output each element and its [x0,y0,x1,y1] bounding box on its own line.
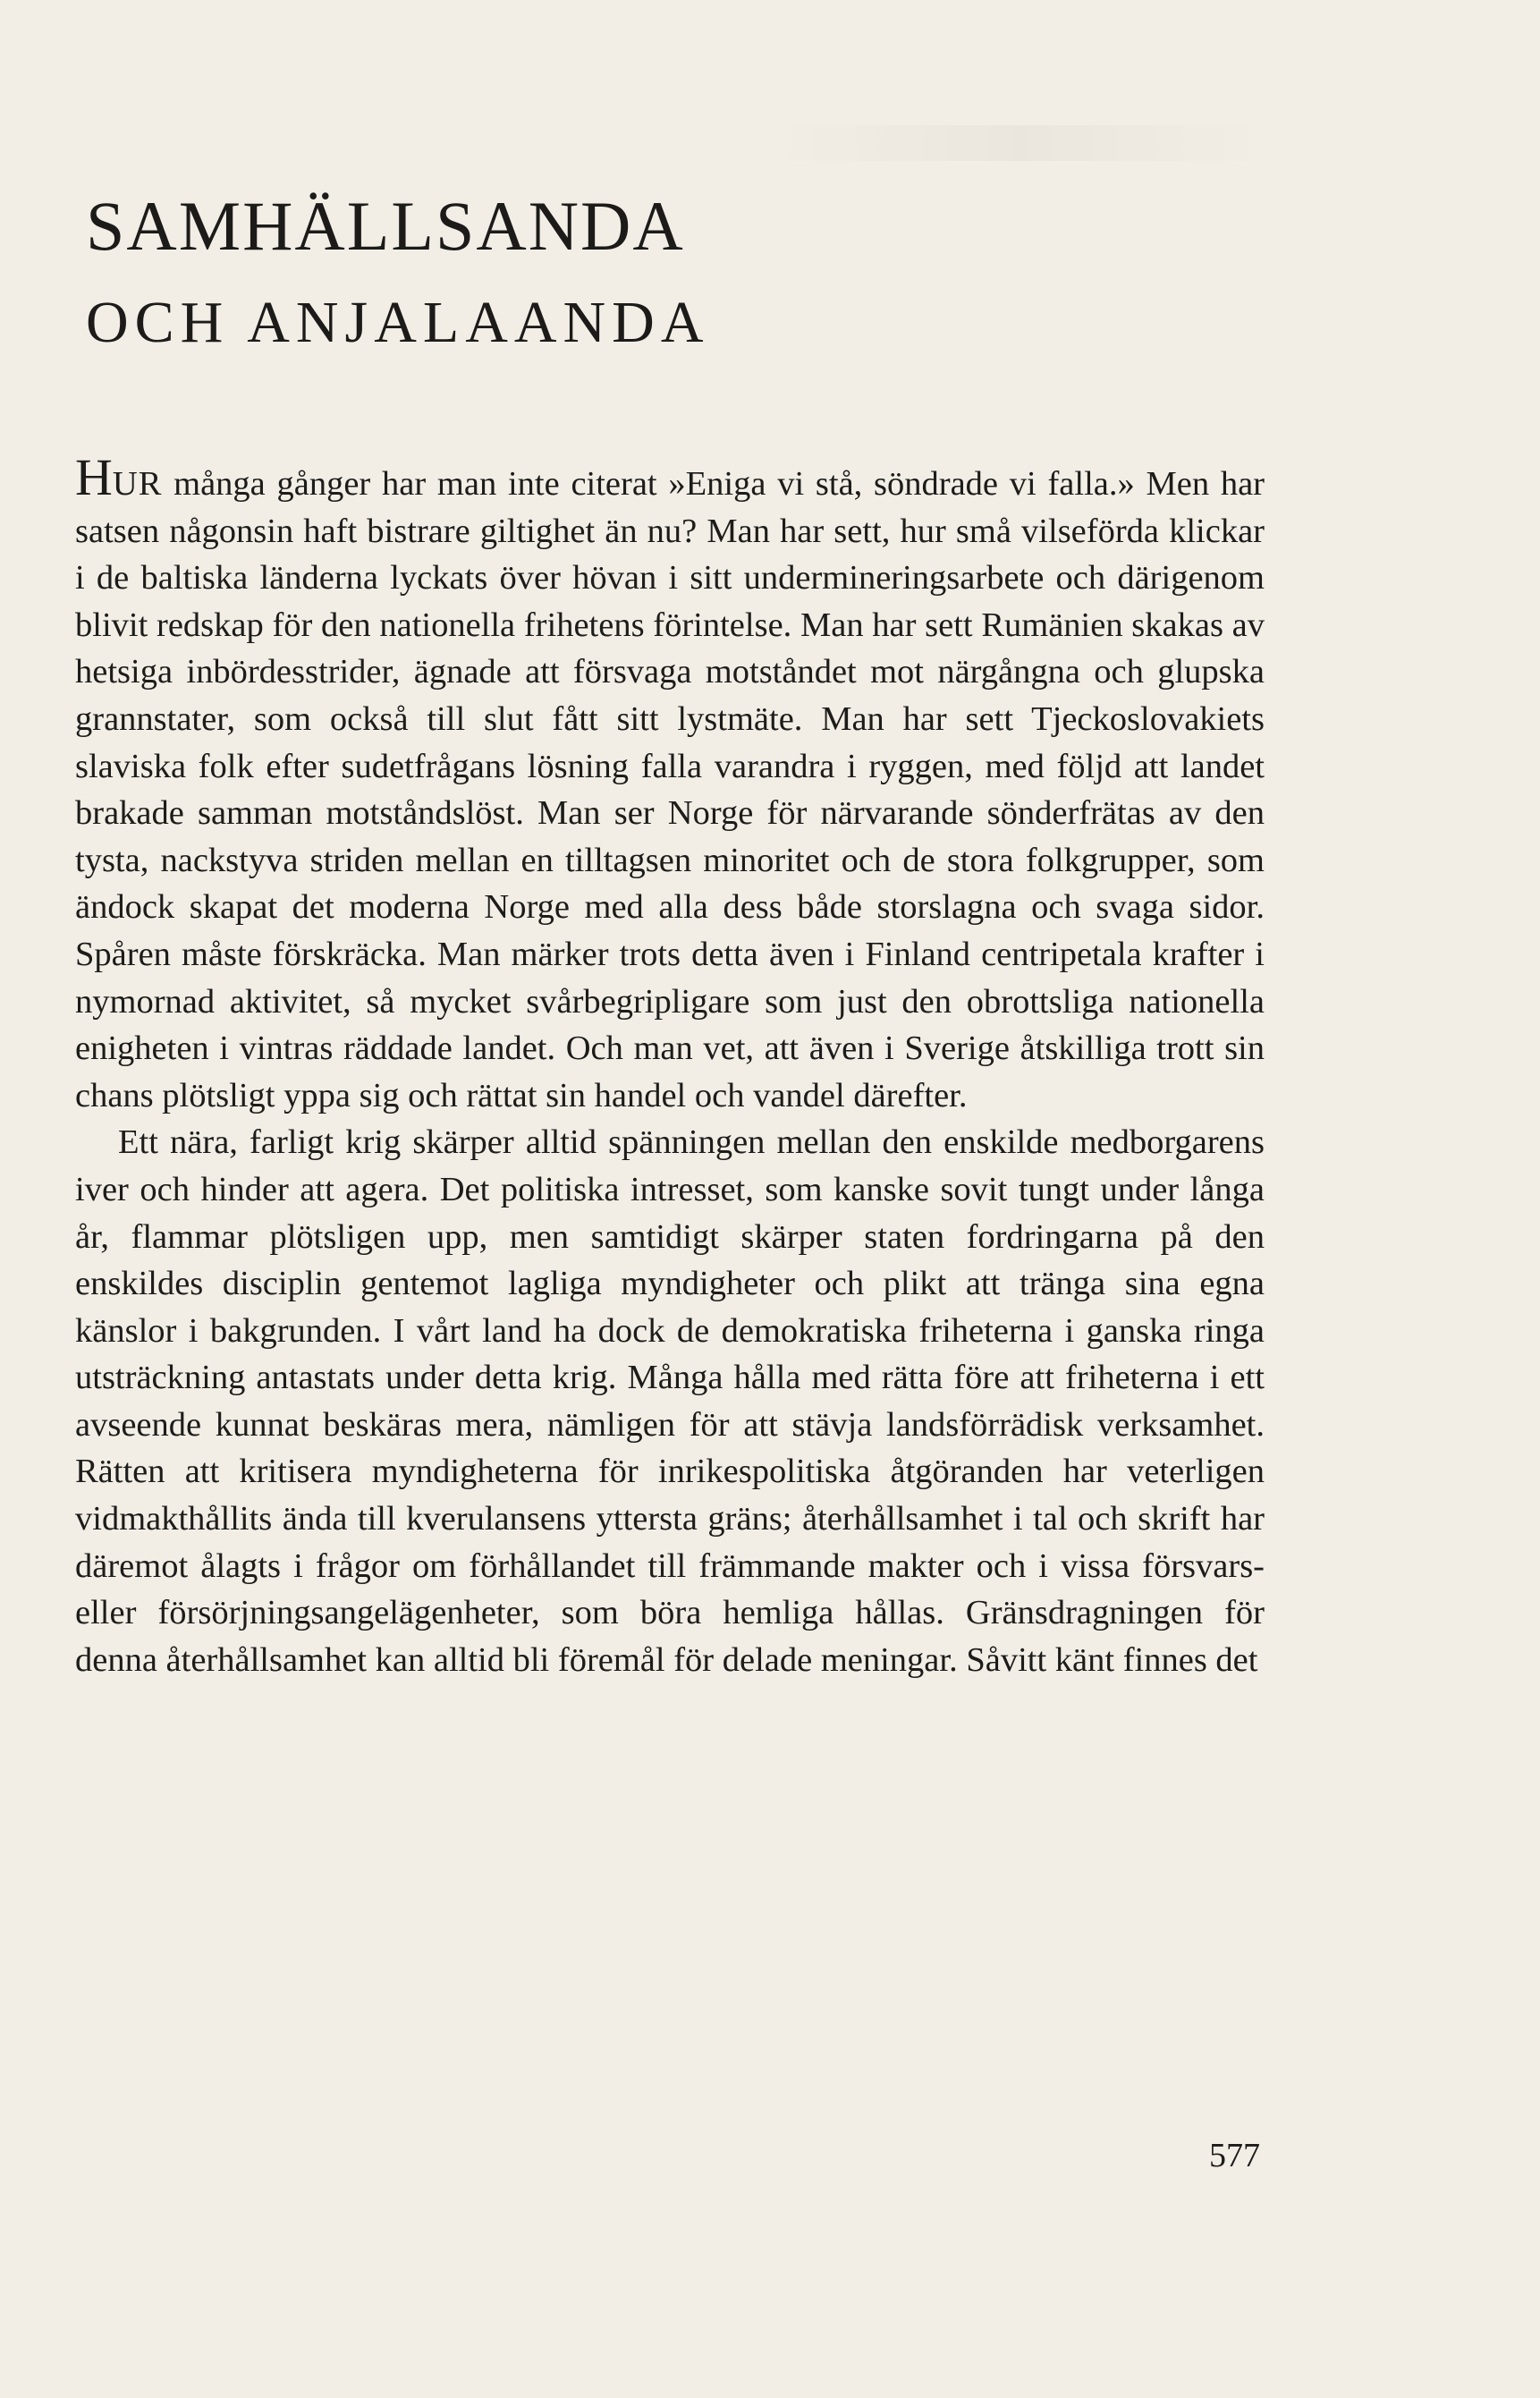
opening-small-caps: UR [112,465,163,503]
article-title-line-2: OCH ANJALAANDA [86,290,710,355]
drop-cap: H [75,448,113,506]
page-number: 577 [1209,2137,1260,2174]
article-body [75,448,1265,1683]
show-through-bleed [769,125,1270,161]
paragraph-1 [75,448,1265,1119]
paragraph-2: Ett nära, farligt krig skärper alltid spänningen mellan den enskilde medborgarens iver och hinder att agera. Det politiska intresset, som kanske sovit tungt under långa år, flammar plötsligen upp, men samtidigt skärper staten fordringarna på den enskildes disciplin gentemot lagliga myndigheter och plikt att tränga sina egna känslor i bakgrunden. I vårt land ha dock de demokratiska friheterna i ganska ringa utsträckning antastats under detta krig. Många hålla med rätta före att friheterna i ett avseende kunnat beskäras mera, nämligen för att stävja landsförrädisk verksamhet. Rätten att kritisera myndigheterna för inrikespolitiska åtgöranden har veterligen vidmakthållits ända till kverulansens yttersta gräns; återhållsamhet i tal och skrift har däremot ålagts i frågor om förhållandet till främmande makter och i vissa försvars- eller försörjningsangelägenheter, som böra hemliga hållas. Gränsdragningen för denna återhållsamhet kan alltid bli föremål för delade meningar. Såvitt känt finnes det [75,1123,1265,1679]
paragraph-1-text: många gånger har man inte citerat »Eniga vi stå, söndrade vi falla.» Men har satsen någonsin haft bistrare giltighet än nu? Man har sett, hur små vilseförda klickar i de baltiska länderna lyckats över hövan i sitt undermineringsarbete och därigenom blivit redskap för den nationella frihetens förintelse. Man har sett Rumänien skakas av hetsiga inbördesstrider, ägnade att försvaga motståndet mot närgångna och glupska grannstater, som också till slut fått sitt lystmäte. Man har sett Tjeckoslovakiets slaviska folk efter sudetfrågans lösning falla varandra i ryggen, med följd att landet brakade samman motståndslöst. Man ser Norge för närvarande sönderfrätas av den tysta, nackstyva striden mellan en tilltagsen minoritet och de stora folkgrupper, som ändock skapat det moderna Norge med alla dess både storslagna och svaga sidor. Spåren måste förskräcka. Man märker trots detta även i Finland centripetala krafter i nymornad aktivitet, så mycket svårbegripligare som just den obrottsliga nationella enigheten i vintras räddade landet. Och man vet, att även i Sverige åtskilliga trott sin chans plötsligt yppa sig och rättat sin handel och vandel därefter. [75,465,1265,1114]
article-title-line-1: SAMHÄLLSANDA [86,187,685,265]
